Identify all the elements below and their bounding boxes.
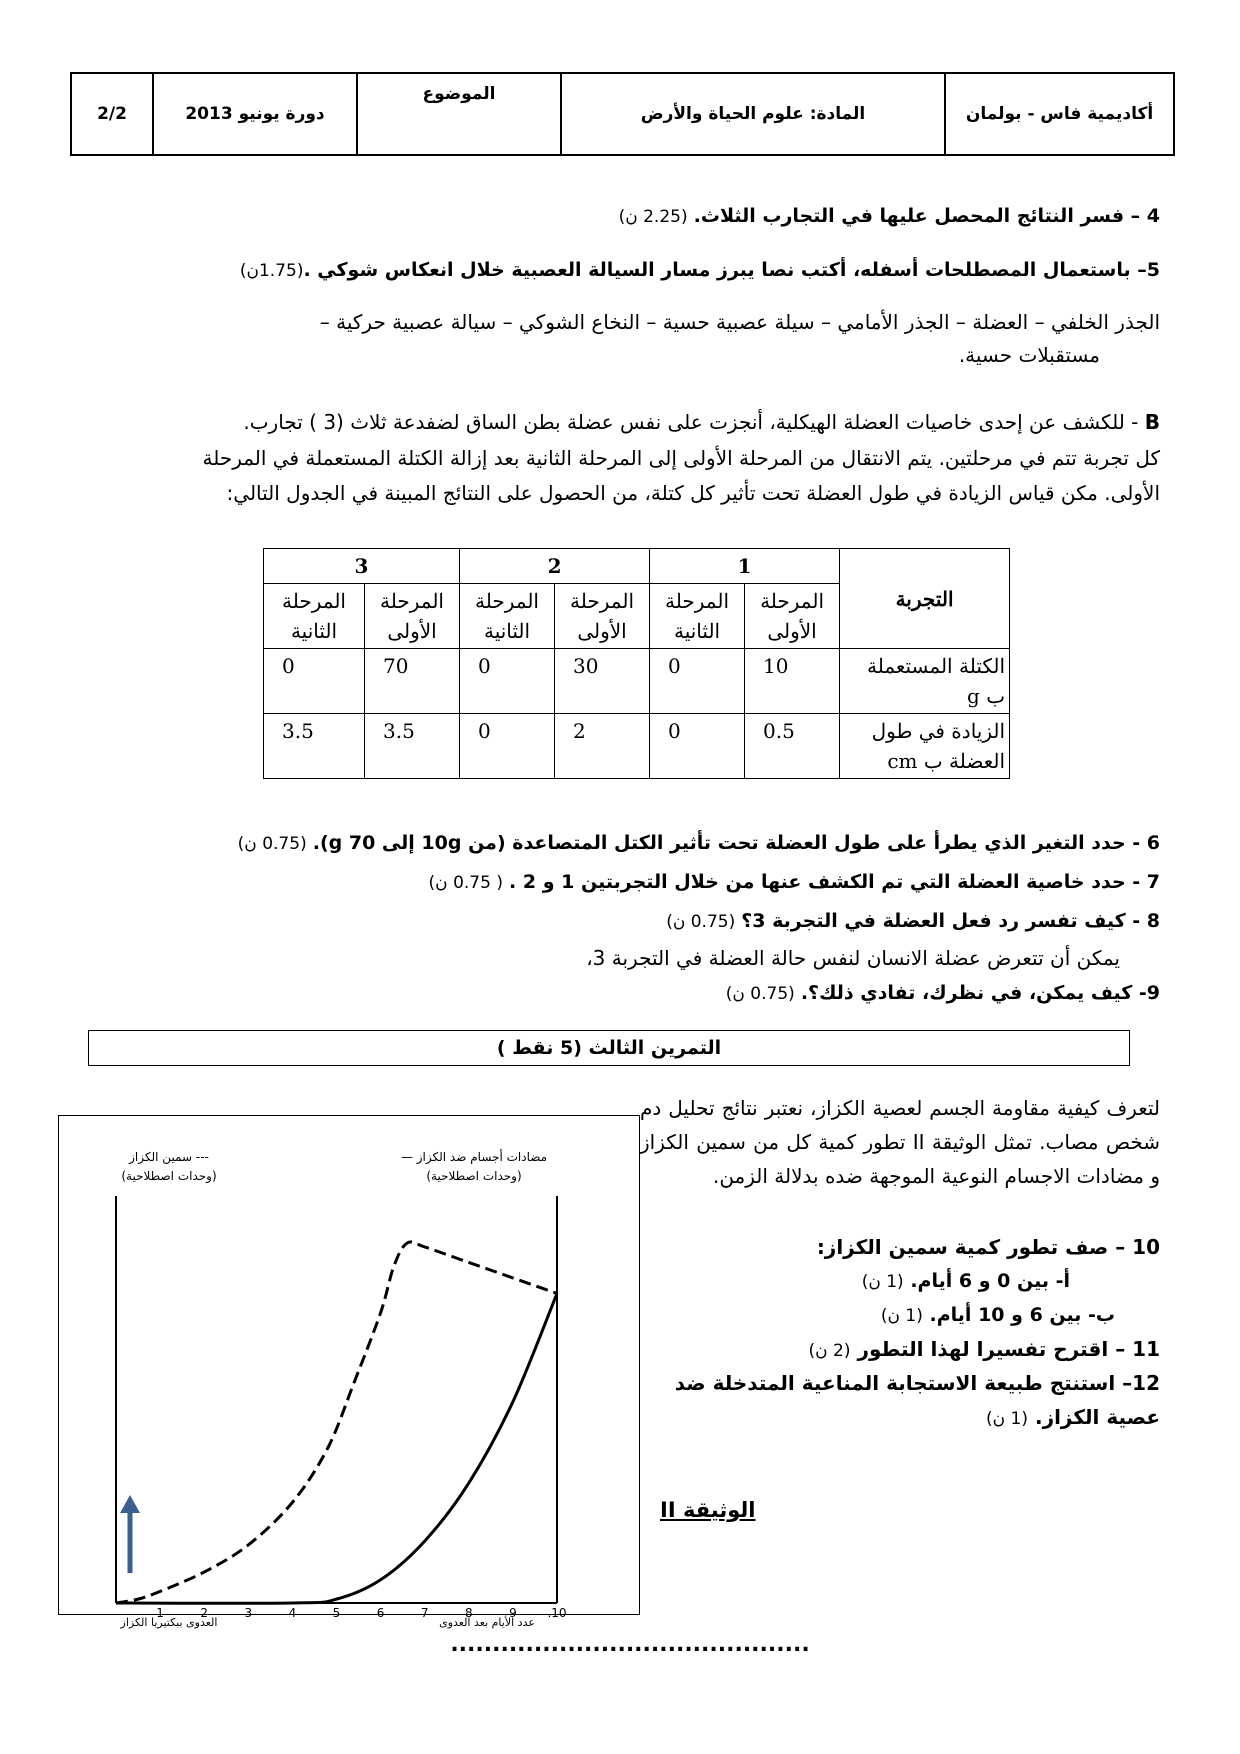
right-axis-unit: (وحدات اصطلاحية)	[426, 1169, 522, 1183]
question-10a	[862, 1266, 1070, 1297]
x-tick-label: 6	[376, 1606, 385, 1620]
topic-label: الموضوع	[422, 84, 496, 104]
toxin-series-line	[116, 1242, 557, 1603]
question-5	[240, 257, 1160, 284]
academy-cell	[945, 73, 1174, 155]
question-5-text: 5– باستعمال المصطلحات أسفله، أكتب نصا يبرز مسار السيالة العصبية خلال انعكاس شوكي .	[303, 259, 1160, 281]
question-9-note: يمكن أن تتعرض عضلة الانسان لنفس حالة العضلة في التجربة 3،	[586, 946, 1120, 970]
terms-line-1: الجذر الخلفي – العضلة – الجذر الأمامي – سيلة عصبية حسية – النخاع الشوكي – سيالة عصبية حركية –	[319, 310, 1160, 334]
question-10a-text: أ- بين 0 و 6 أيام.	[910, 1270, 1070, 1292]
table-cell: 0	[460, 649, 555, 714]
table-cell: 3.5	[365, 714, 460, 779]
exercise-3-intro: لتعرف كيفية مقاومة الجسم لعصية الكزاز، نعتبر نتائج تحليل دم شخص مصاب. تمثل الوثيقة II تطور كمية كل من سمين الكزاز و مضادات الاجسام النوعية الموجهة ضده بدلالة الزمن.	[640, 1096, 1160, 1188]
results-table	[263, 548, 1010, 779]
question-11-text: 11 – اقترح تفسيرا لهذا التطور	[857, 1337, 1160, 1361]
academy-name: أكاديمية فاس - بولمان	[965, 104, 1154, 124]
partB-line-2: كل تجربة تتم في مرحلتين. يتم الانتقال من المرحلة الأولى إلى المرحلة الثانية بعد إزالة الكتلة المستعملة في المرحلة	[202, 446, 1160, 470]
end-dots: ...........................................	[450, 1632, 810, 1657]
x-axis-label: عدد الأيام بعد العدوى	[439, 1616, 535, 1629]
table-cell: 70	[365, 649, 460, 714]
phase-header: المرحلة الثانية	[460, 584, 555, 649]
experiment-1-header: 1	[650, 549, 840, 584]
subject-label: المادة: علوم الحياة والأرض	[640, 104, 866, 124]
document-2-figure	[58, 1115, 640, 1629]
experiment-3-header: 3	[264, 549, 460, 584]
phase-header: المرحلة الأولى	[745, 584, 840, 649]
page-cell	[71, 73, 153, 155]
table-cell: 30	[555, 649, 650, 714]
question-8	[666, 908, 1160, 935]
question-6-text: 6 - حدد التغير الذي يطرأ على طول العضلة تحت تأثير الكتل المتصاعدة (من 10g إلى g 70).	[312, 832, 1160, 854]
x-tick-label: .10	[547, 1606, 567, 1620]
table-row	[264, 714, 1010, 779]
question-10b	[881, 1300, 1115, 1331]
question-10a-points: (1 ن)	[861, 1272, 904, 1292]
x-tick-label: 5	[332, 1606, 341, 1620]
chart-svg	[59, 1116, 639, 1629]
page-number: 2/2	[97, 104, 127, 124]
topic-cell	[357, 73, 561, 155]
question-12-points: (1 ن)	[986, 1409, 1028, 1429]
phase-header: المرحلة الأولى	[555, 584, 650, 649]
session-label: دورة يونيو 2013	[185, 104, 325, 124]
partB-line-3: الأولى. مكن قياس الزيادة في طول العضلة تحت تأثير كل كتلة، من الحصول على النتائج المبينة في الجدول التالي:	[226, 481, 1160, 505]
question-4-text: 4 – فسر النتائج المحصل عليها في التجارب الثلاث.	[693, 205, 1160, 227]
terms-line-2: مستقبلات حسية.	[958, 343, 1100, 367]
table-corner: التجربة	[840, 549, 1010, 649]
partB-line-1	[243, 409, 1160, 435]
question-9-points: (0.75 ن)	[725, 984, 795, 1004]
x-tick-label: 4	[288, 1606, 297, 1620]
phase-header: المرحلة الثانية	[264, 584, 365, 649]
table-cell: 0	[460, 714, 555, 779]
question-9-text: 9- كيف يمكن، في نظرك، تفادي ذلك؟.	[800, 982, 1160, 1004]
question-11	[809, 1334, 1161, 1366]
question-6-points: (0.75 ن)	[237, 834, 307, 854]
table-row	[264, 549, 1010, 584]
question-11-points: (2 ن)	[808, 1341, 851, 1361]
question-4	[619, 203, 1160, 230]
infection-label: العدوى ببكتيريا الكزاز	[120, 1616, 218, 1629]
question-10: 10 – صف تطور كمية سمين الكزاز:	[816, 1235, 1160, 1259]
question-10b-points: (1 ن)	[880, 1306, 923, 1326]
left-axis-unit: (وحدات اصطلاحية)	[121, 1169, 217, 1183]
question-12-line-1: 12– استنتج طبيعة الاستجابة المناعية المتدخلة ضد	[674, 1371, 1160, 1395]
question-12-line-2	[986, 1402, 1160, 1434]
question-10b-text: ب- بين 6 و 10 أيام.	[929, 1304, 1115, 1326]
phase-header: المرحلة الثانية	[650, 584, 745, 649]
table-cell: 0	[264, 649, 365, 714]
subject-cell	[561, 73, 945, 155]
question-7	[429, 869, 1160, 896]
table-cell: 0.5	[745, 714, 840, 779]
row-mass-label: الكتلة المستعملة ب g	[840, 649, 1010, 714]
x-tick-label: 2	[200, 1606, 209, 1620]
table-cell: 2	[555, 714, 650, 779]
question-7-text: 7 - حدد خاصية العضلة التي تم الكشف عنها من خلال التجربتين 1 و 2 .	[509, 871, 1160, 893]
experiment-2-header: 2	[460, 549, 650, 584]
question-7-points: ( 0.75 ن)	[428, 873, 503, 893]
question-6	[238, 830, 1160, 857]
table-cell: 3.5	[264, 714, 365, 779]
phase-header: المرحلة الأولى	[365, 584, 460, 649]
question-9	[726, 980, 1160, 1007]
left-axis-title: --- سمين الكزاز	[129, 1150, 209, 1164]
row-length-label: الزيادة في طول العضلة ب cm	[840, 714, 1010, 779]
table-cell: 0	[650, 714, 745, 779]
right-axis-title: مضادات أجسام ضد الكزاز —	[400, 1150, 548, 1164]
question-8-text: 8 - كيف تفسر رد فعل العضلة في التجربة 3؟	[741, 910, 1160, 932]
table-row	[264, 649, 1010, 714]
partB-label: B	[1144, 410, 1160, 434]
partB-line-1-text: - للكشف عن إحدى خاصيات العضلة الهيكلية، أنجزت على نفس عضلة بطن الساق لضفدعة ثلاث (3 ) تجارب.	[243, 410, 1145, 434]
session-cell	[153, 73, 357, 155]
header-table	[70, 72, 1175, 156]
x-tick-label: 3	[244, 1606, 253, 1620]
question-4-points: (2.25 ن)	[618, 207, 688, 227]
x-tick-label: 9	[509, 1606, 517, 1620]
table-cell: 0	[650, 649, 745, 714]
question-5-points: (1.75ن)	[239, 261, 304, 281]
infection-arrow-icon	[115, 1495, 145, 1575]
x-tick-label: 7	[420, 1606, 429, 1620]
question-8-points: (0.75 ن)	[666, 912, 736, 932]
question-12-text: عصية الكزاز.	[1034, 1405, 1160, 1429]
antibody-series-line	[116, 1293, 557, 1603]
table-cell: 10	[745, 649, 840, 714]
exercise-3-title: التمرين الثالث (5 نقط )	[88, 1030, 1130, 1066]
x-tick-label: 8	[464, 1606, 473, 1620]
x-tick-label: 1	[156, 1606, 164, 1620]
document-2-label: الوثيقة II	[660, 1498, 756, 1522]
